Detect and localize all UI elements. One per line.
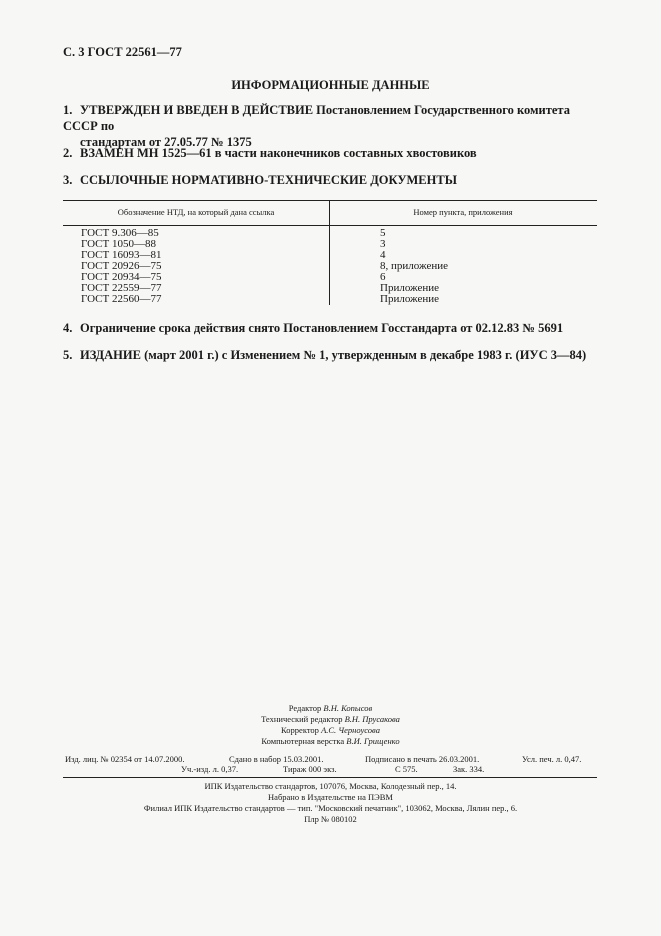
section-text-cont: стандартам от 27.05.77 № 1375	[80, 135, 252, 149]
section-number: 1.	[63, 103, 73, 117]
table-cell-designation: ГОСТ 22559—77	[81, 282, 162, 294]
section-number: 5.	[63, 348, 73, 362]
imprint-line: ИПК Издательство стандартов, 107076, Москва, Колодезный пер., 14.	[204, 781, 457, 791]
section-2	[63, 145, 603, 161]
typeset-date: Сдано в набор 15.03.2001.	[229, 754, 324, 764]
print-sign-date: Подписано в печать 26.03.2001.	[365, 754, 480, 764]
section-text: УТВЕРЖДЕН И ВВЕДЕН В ДЕЙСТВИЕ Постановлением Государственного комитета СССР по	[63, 103, 570, 133]
imprint-block	[0, 781, 661, 825]
credit-role: Редактор	[288, 703, 322, 713]
section-text: ИЗДАНИЕ (март 2001 г.) с Изменением № 1, утвержденным в декабре 1983 г. (ИУС 3—84)	[80, 348, 587, 362]
code: С 575.	[395, 764, 418, 774]
credit-name: В.И. Грищенко	[346, 736, 400, 746]
table-cell-designation: ГОСТ 22560—77	[81, 293, 162, 305]
section-3	[63, 172, 603, 188]
credit-line	[0, 725, 661, 736]
section-1	[63, 102, 603, 150]
table-cell-clause: 6	[380, 271, 386, 283]
table-header-rule	[63, 225, 597, 226]
table-header-designation: Обозначение НТД, на который дана ссылка	[117, 207, 275, 217]
section-number: 2.	[63, 146, 73, 160]
order-number: Зак. 334.	[453, 764, 485, 774]
credit-line	[0, 736, 661, 747]
imprint-line: Набрано в Издательстве на ПЭВМ	[268, 792, 393, 802]
section-number: 3.	[63, 173, 73, 187]
credit-name: А.С. Черноусова	[321, 725, 380, 735]
credit-role: Корректор	[281, 725, 319, 735]
credits-block	[0, 703, 661, 747]
table-header-clause: Номер пункта, приложения	[413, 207, 513, 217]
table-cell-designation: ГОСТ 20934—75	[81, 271, 162, 283]
credit-name: В.Н. Копысов	[323, 703, 373, 713]
section-number: 4.	[63, 321, 73, 335]
page-header: С. 3 ГОСТ 22561—77	[63, 45, 182, 59]
license-info: Изд. лиц. № 02354 от 14.07.2000.	[65, 754, 185, 764]
credit-role: Компьютерная верстка	[261, 736, 345, 746]
credit-role: Технический редактор	[261, 714, 343, 724]
section-5	[63, 347, 603, 363]
table-cell-clause: 8, приложение	[380, 260, 448, 272]
document-title: ИНФОРМАЦИОННЫЕ ДАННЫЕ	[231, 78, 430, 92]
print-sheets: Усл. печ. л. 0,47.	[522, 754, 582, 764]
table-cell-clause: 5	[380, 227, 386, 239]
section-text: ВЗАМЕН МН 1525—61 в части наконечников составных хвостовиков	[80, 146, 477, 160]
edition-sheets: Уч.-изд. л. 0,37.	[181, 764, 239, 774]
table-cell-designation: ГОСТ 16093—81	[81, 249, 162, 261]
table-top-rule	[63, 200, 597, 201]
imprint-line: Филиал ИПК Издательство стандартов — тип. "Московский печатник", 103062, Москва, Лялин пер., 6.	[143, 803, 518, 813]
print-run: Тираж 000 экз.	[283, 764, 337, 774]
credit-name: В.Н. Прусакова	[344, 714, 400, 724]
table-cell-clause: 3	[380, 238, 386, 250]
table-cell-clause: Приложение	[380, 282, 440, 294]
table-cell-designation: ГОСТ 9.306—85	[81, 227, 159, 239]
section-text: ССЫЛОЧНЫЕ НОРМАТИВНО-ТЕХНИЧЕСКИЕ ДОКУМЕНТЫ	[80, 173, 457, 187]
table-cell-clause: Приложение	[380, 293, 440, 305]
imprint-line: Плр № 080102	[304, 814, 357, 824]
table-row	[63, 294, 597, 305]
section-4	[63, 320, 603, 336]
credit-line	[0, 703, 661, 714]
table-cell-clause: 4	[380, 249, 386, 261]
credit-line	[0, 714, 661, 725]
table-cell-designation: ГОСТ 20926—75	[81, 260, 162, 272]
footer-divider	[63, 777, 597, 778]
table-body	[63, 228, 597, 305]
table-cell-designation: ГОСТ 1050—88	[81, 238, 156, 250]
section-text: Ограничение срока действия снято Постановлением Госстандарта от 02.12.83 № 5691	[80, 321, 564, 335]
